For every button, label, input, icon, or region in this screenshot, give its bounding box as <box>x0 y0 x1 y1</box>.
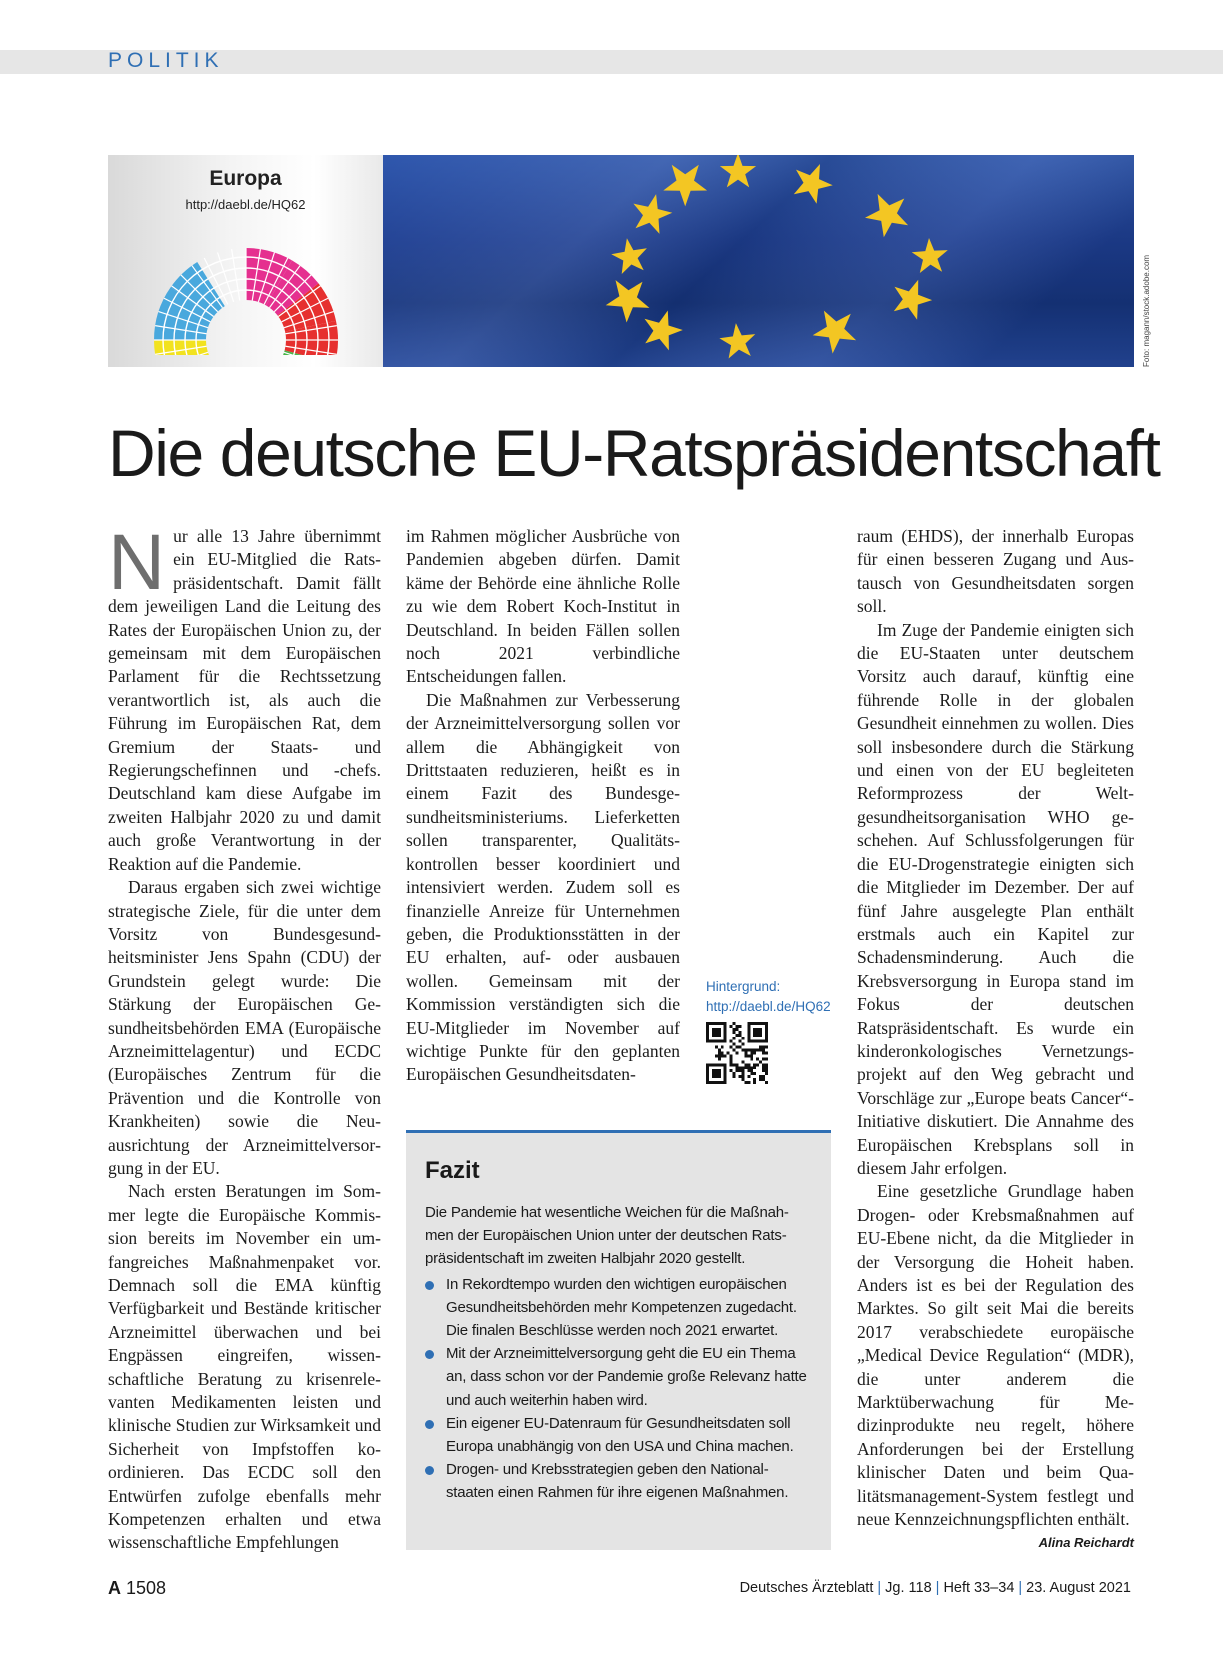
fazit-list <box>425 1273 810 1505</box>
qr-module <box>741 1060 744 1063</box>
qr-module <box>741 1072 744 1075</box>
qr-module <box>747 1063 750 1066</box>
qr-module <box>753 1049 756 1052</box>
qr-module <box>759 1075 762 1078</box>
qr-module <box>753 1081 756 1084</box>
qr-module <box>733 1049 736 1052</box>
journal-volume: Jg. 118 <box>885 1580 932 1596</box>
qr-module <box>762 1078 765 1081</box>
paragraph: Im Zuge der Pandemie einigten sich die EU-Staaten unter deutschem Vorsitz auch darauf, künftig eine führende Rolle in der globalen Gesundheit einnehmen zu wollen. Dies soll insbesondere durch die Stärkung und einen von der EU begleiteten Reformprozess der Weltgesundheitsorganisation WHO geschehen. Auf Schlussfolgerungen für die EU-Drogenstrategie einigten sich die Mitglieder im Dezember. Der auf fünf Jahre ausgelegte Plan enthält erstmals auch ein Kapitel zur Schadensminderung. Auch die Krebsversorgung in Europa stand im Fokus der deutschen Ratspräsidentschaft. Es wurde ein kinderonkologisches Vernetzungsprojekt auf den Weg gebracht und Vorschläge zur „Europe beats Cancer“-Initiative diskutiert. Die Annahme des Europäischen Krebsplans soll in diesem Jahr erfolgen. <box>857 619 1134 1178</box>
fazit-box <box>406 1130 831 1550</box>
qr-module <box>730 1063 733 1066</box>
article-column-1 <box>108 517 381 1555</box>
qr-module <box>741 1066 744 1069</box>
qr-module <box>738 1046 741 1049</box>
qr-module <box>762 1046 765 1049</box>
qr-module <box>744 1066 747 1069</box>
qr-module <box>765 1081 768 1084</box>
fazit-item: Mit der Arzneimittelversorgung geht die EU ein Thema an, dass schon vor der Pandemie große Relevanz hatte und auch weiterhin haben wird. <box>425 1342 810 1412</box>
headline: Die deutsche EU-Ratspräsidentschaft <box>108 416 1160 490</box>
bullet-icon <box>425 1420 434 1429</box>
paragraph: ur alle 13 Jahre übernimmt ein EU-Mitglied die Ratspräsidentschaft. Damit fällt dem jeweiligen Land die Leitung des Rates der Europäischen Union zu, der gemeinsam mit dem Europäischen Parlament für die Rechtssetzung verantwortlich ist, als auch die Führung im Europäischen Rat, dem Gremium der Staats- und Regierungschefinnen und -chefs. Deutschland kam diese Aufgabe im zweiten Halbjahr 2020 zu und damit auch große Verantwortung in der Reaktion auf die Pandemie. <box>108 526 381 874</box>
qr-module <box>736 1046 739 1049</box>
qr-module <box>750 1069 753 1072</box>
qr-module <box>765 1052 768 1055</box>
background-link-url[interactable]: http://daebl.de/HQ62 <box>706 999 831 1014</box>
fazit-title: Fazit <box>425 1157 480 1184</box>
qr-module <box>765 1069 768 1072</box>
qr-module <box>747 1066 750 1069</box>
qr-module <box>718 1052 721 1055</box>
qr-module <box>750 1054 753 1057</box>
qr-finder <box>753 1028 762 1037</box>
qr-module <box>730 1057 733 1060</box>
qr-module <box>762 1049 765 1052</box>
qr-module <box>718 1057 721 1060</box>
qr-module <box>730 1060 733 1063</box>
qr-module <box>741 1075 744 1078</box>
qr-module <box>753 1052 756 1055</box>
qr-module <box>736 1025 739 1028</box>
qr-module <box>762 1063 765 1066</box>
qr-module <box>744 1063 747 1066</box>
qr-module <box>738 1031 741 1034</box>
qr-module <box>750 1049 753 1052</box>
fazit-item: Ein eigener EU-Datenraum für Gesundheitsdaten soll Europa unabhängig von den USA und China machen. <box>425 1412 810 1458</box>
qr-module <box>741 1049 744 1052</box>
qr-module <box>738 1069 741 1072</box>
fazit-item: Drogen- und Krebsstrategien geben den Nationalstaaten einen Rahmen für ihre eigenen Maßnahmen. <box>425 1458 810 1504</box>
qr-module <box>727 1052 730 1055</box>
qr-module <box>738 1075 741 1078</box>
qr-module <box>736 1066 739 1069</box>
parliament-hemicycle-icon <box>151 225 341 355</box>
qr-module <box>750 1057 753 1060</box>
journal-issue: Heft 33–34 <box>943 1580 1015 1596</box>
paragraph: raum (EHDS), der innerhalb Europas für einen besseren Zugang und Austausch von Gesundheitsdaten sorgen soll. <box>857 526 1134 617</box>
qr-module <box>733 1022 736 1025</box>
qr-module <box>733 1031 736 1034</box>
qr-module <box>736 1069 739 1072</box>
qr-module <box>738 1066 741 1069</box>
qr-module <box>747 1054 750 1057</box>
page-number: A 1508 <box>108 1578 167 1598</box>
journal-name: Deutsches Ärzteblatt <box>739 1580 874 1596</box>
qr-module <box>733 1063 736 1066</box>
qr-module <box>721 1054 724 1057</box>
author: Alina Reichardt <box>1038 1535 1134 1551</box>
qr-module <box>747 1069 750 1072</box>
topic-url[interactable]: http://daebl.de/HQ62 <box>185 197 306 212</box>
paragraph: Daraus ergaben sich zwei wichtige strategische Ziele, für die unter dem Vorsitz von Bundesgesundheitsminister Jens Spahn (CDU) der Grundstein gelegt wurde: Die Stärkung der Europäischen Gesundheitsbehörden EMA (Europäische Arzneimittelagentur) und ECDC (Europäisches Zentrum für die Prävention und die Kontrolle von Krankheiten) sowie die Neuausrichtung der Arzneimittelversorgung in der EU. <box>108 877 381 1178</box>
journal-footer: Deutsches Ärzteblatt | Jg. 118 | Heft 33–34 | 23. August 2021 <box>739 1580 1131 1596</box>
paragraph: im Rahmen möglicher Ausbrüche von Pandemien abgeben dürfen. Damit käme der Behörde eine ähnliche Rolle zu wie dem Robert Koch-Institut in Deutschland. In beiden Fällen sollen noch 2021 verbindliche Entscheidungen fallen. <box>406 526 680 687</box>
qr-module <box>747 1075 750 1078</box>
qr-finder <box>712 1028 721 1037</box>
qr-module <box>753 1072 756 1075</box>
qr-code-icon[interactable] <box>706 1022 768 1084</box>
qr-finder <box>712 1069 721 1078</box>
section-label: POLITIK <box>108 49 224 72</box>
article-column-3 <box>857 525 1134 1555</box>
article-column-2 <box>406 525 680 1087</box>
bullet-icon <box>425 1281 434 1290</box>
qr-module <box>750 1066 753 1069</box>
qr-module <box>759 1046 762 1049</box>
qr-module <box>736 1028 739 1031</box>
dropcap: N <box>108 517 166 606</box>
qr-module <box>738 1025 741 1028</box>
qr-module <box>756 1049 759 1052</box>
paragraph: Eine gesetzliche Grundlage haben Drogen- oder Krebsmaßnahmen auf EU-Ebene nicht, da die Mitglieder in der Versorgung die Hoheit haben. Anders ist es bei der Regulation des Marktes. So gilt seit Mai die bereits 2017 verabschiedete europäische „Medical Device Regulation“ (MDR), die unter anderem die Marktüberwachung für Medizinprodukte neu regelt, höhere Anforderungen bei der Erstellung klinischer Daten und beim Qualitätsmanagement-System festlegt und neue Kennzeichnungspflichten enthält. <box>857 1181 1134 1530</box>
qr-module <box>721 1052 724 1055</box>
qr-module <box>765 1072 768 1075</box>
qr-module <box>730 1054 733 1057</box>
qr-module <box>715 1046 718 1049</box>
paragraph: Die Maßnahmen zur Verbesserung der Arzneimittelversorgung sollen vor allem die Abhängigkeit von Drittstaaten reduzieren, heißt es in einem Fazit des Bundesgesundheitsministeriums. Lieferketten sollen transparenter, Qualitätskontrollen besser koordiniert und intensiviert werden. Zudem soll es finanzielle Anreize für Unternehmen geben, die Produktionsstätten in der EU erhalten, auf- oder ausbauen wollen. Gemeinsam mit der Kommission verständigten sich die EU-Mitglieder im November auf wichtige Punkte für den geplanten Europäischen Gesundheitsdaten- <box>406 689 680 1085</box>
qr-module <box>753 1066 756 1069</box>
qr-module <box>762 1057 765 1060</box>
qr-module <box>730 1040 733 1043</box>
qr-module <box>744 1052 747 1055</box>
background-link[interactable] <box>706 977 831 1017</box>
qr-module <box>741 1069 744 1072</box>
qr-module <box>747 1081 750 1084</box>
journal-date: 23. August 2021 <box>1026 1580 1131 1596</box>
qr-module <box>741 1078 744 1081</box>
qr-module <box>721 1046 724 1049</box>
qr-module <box>762 1075 765 1078</box>
photo-credit: Foto: magann/stock.adobe.com <box>1142 254 1151 367</box>
qr-module <box>718 1049 721 1052</box>
qr-module <box>738 1034 741 1037</box>
qr-module <box>730 1046 733 1049</box>
qr-module <box>747 1049 750 1052</box>
qr-module <box>744 1054 747 1057</box>
qr-module <box>730 1025 733 1028</box>
qr-module <box>753 1078 756 1081</box>
qr-module <box>744 1081 747 1084</box>
qr-module <box>733 1028 736 1031</box>
qr-module <box>733 1037 736 1040</box>
qr-module <box>724 1054 727 1057</box>
qr-module <box>759 1078 762 1081</box>
qr-module <box>762 1052 765 1055</box>
qr-module <box>765 1046 768 1049</box>
qr-module <box>765 1066 768 1069</box>
qr-module <box>738 1040 741 1043</box>
topic-box[interactable] <box>108 155 383 367</box>
qr-module <box>756 1057 759 1060</box>
hero-banner <box>108 155 1134 367</box>
qr-module <box>718 1054 721 1057</box>
qr-module <box>736 1034 739 1037</box>
qr-module <box>762 1069 765 1072</box>
qr-module <box>756 1063 759 1066</box>
eu-flag-stars <box>383 155 1134 367</box>
fazit-item: In Rekordtempo wurden den wichtigen europäischen Gesundheitsbehörden mehr Kompetenzen zugedacht. Die finalen Beschlüsse werden noch 2021 erwartet. <box>425 1273 810 1343</box>
qr-module <box>765 1057 768 1060</box>
qr-module <box>741 1037 744 1040</box>
qr-module <box>753 1063 756 1066</box>
qr-module <box>759 1049 762 1052</box>
qr-module <box>736 1052 739 1055</box>
bullet-icon <box>425 1350 434 1359</box>
qr-module <box>750 1052 753 1055</box>
qr-module <box>741 1043 744 1046</box>
qr-module <box>744 1049 747 1052</box>
qr-module <box>759 1060 762 1063</box>
qr-module <box>765 1063 768 1066</box>
qr-module <box>750 1072 753 1075</box>
fazit-intro: Die Pandemie hat wesentliche Weichen für die Maßnahmen der Europäischen Union unter der deutschen Ratspräsidentschaft im zweiten Halbjahr 2020 gestellt. <box>425 1204 789 1268</box>
qr-module <box>736 1063 739 1066</box>
background-link-label: Hintergrund: <box>706 979 781 994</box>
qr-module <box>733 1072 736 1075</box>
bullet-icon <box>425 1466 434 1475</box>
qr-module <box>715 1054 718 1057</box>
topic-title: Europa <box>209 167 282 190</box>
qr-module <box>733 1043 736 1046</box>
qr-module <box>730 1069 733 1072</box>
qr-module <box>733 1075 736 1078</box>
paragraph: Nach ersten Beratungen im Sommer legte die Europäische Kommission bereits im November ein umfangreiches Maßnahmenpaket vor. Demnach soll die EMA künftig Verfügbarkeit und Bestände kritischer Arzneimittel überwachen und bei Engpässen eingreifen, wissenschaftliche Beratung zu krisenrelevanten Medikamenten leisten und klinische Studien zur Wirksamkeit und Sicherheit von Impfstoffen koordinieren. Das ECDC soll den Entwürfen zufolge ebenfalls mehr Kompetenzen erhalten und etwa wissenschaftliche Empfehlungen <box>108 1181 381 1553</box>
eu-flag-image <box>383 155 1134 367</box>
qr-module <box>762 1066 765 1069</box>
